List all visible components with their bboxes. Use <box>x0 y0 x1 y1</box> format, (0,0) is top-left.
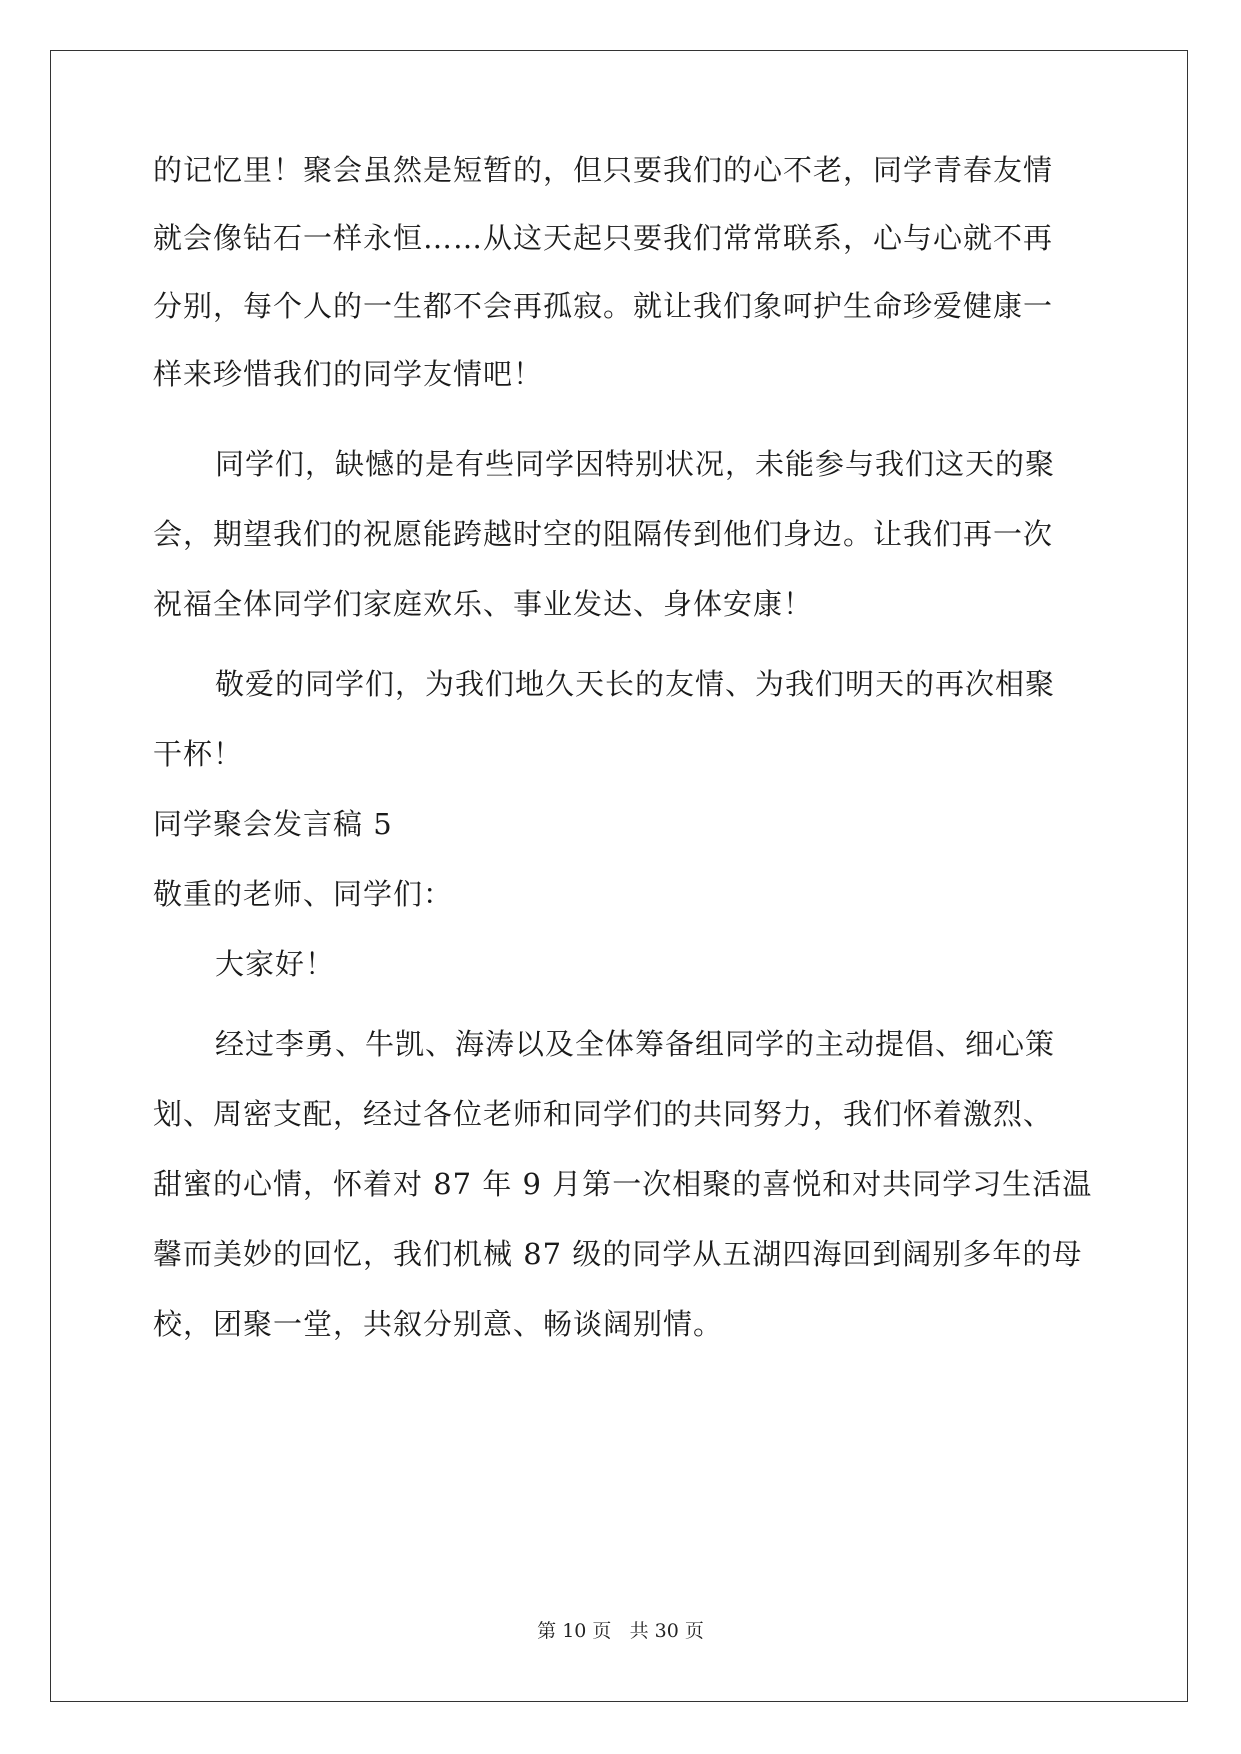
paragraph-1-line-4: 样来珍惜我们的同学友情吧！ <box>153 357 544 391</box>
paragraph-4-line-3: 甜蜜的心情，怀着对 87 年 9 月第一次相聚的喜悦和对共同学习生活温 <box>153 1167 1093 1201</box>
paragraph-2-line-3: 祝福全体同学们家庭欢乐、事业发达、身体安康！ <box>153 587 814 621</box>
paragraph-4-line-5: 校，团聚一堂，共叙分别意、畅谈阔别情。 <box>153 1307 724 1341</box>
paragraph-1-line-1: 的记忆里！聚会虽然是短暂的，但只要我们的心不老，同学青春友情 <box>153 153 1054 187</box>
paragraph-3-line-1: 敬爱的同学们，为我们地久天长的友情、为我们明天的再次相聚 <box>215 667 1056 701</box>
paragraph-4-line-4: 馨而美妙的回忆，我们机械 87 级的同学从五湖四海回到阔别多年的母 <box>153 1237 1083 1271</box>
salutation: 敬重的老师、同学们： <box>153 877 454 911</box>
paragraph-1-line-2: 就会像钻石一样永恒……从这天起只要我们常常联系，心与心就不再 <box>153 221 1054 255</box>
paragraph-4-line-2: 划、周密支配，经过各位老师和同学们的共同努力，我们怀着激烈、 <box>153 1097 1054 1131</box>
paragraph-3-line-2: 干杯！ <box>153 737 244 771</box>
greeting: 大家好！ <box>215 947 336 981</box>
page-footer <box>0 1616 1241 1643</box>
paragraph-4-line-1: 经过李勇、牛凯、海涛以及全体筹备组同学的主动提倡、细心策 <box>215 1027 1056 1061</box>
paragraph-1-line-3: 分别，每个人的一生都不会再孤寂。就让我们象呵护生命珍爱健康一 <box>153 289 1054 323</box>
section-title: 同学聚会发言稿 5 <box>153 807 393 841</box>
page-total: 共 30 页 <box>629 1620 704 1642</box>
paragraph-2-line-1: 同学们，缺憾的是有些同学因特别状况，未能参与我们这天的聚 <box>215 447 1056 481</box>
paragraph-2-line-2: 会，期望我们的祝愿能跨越时空的阻隔传到他们身边。让我们再一次 <box>153 517 1054 551</box>
page-number: 第 10 页 <box>537 1620 612 1642</box>
